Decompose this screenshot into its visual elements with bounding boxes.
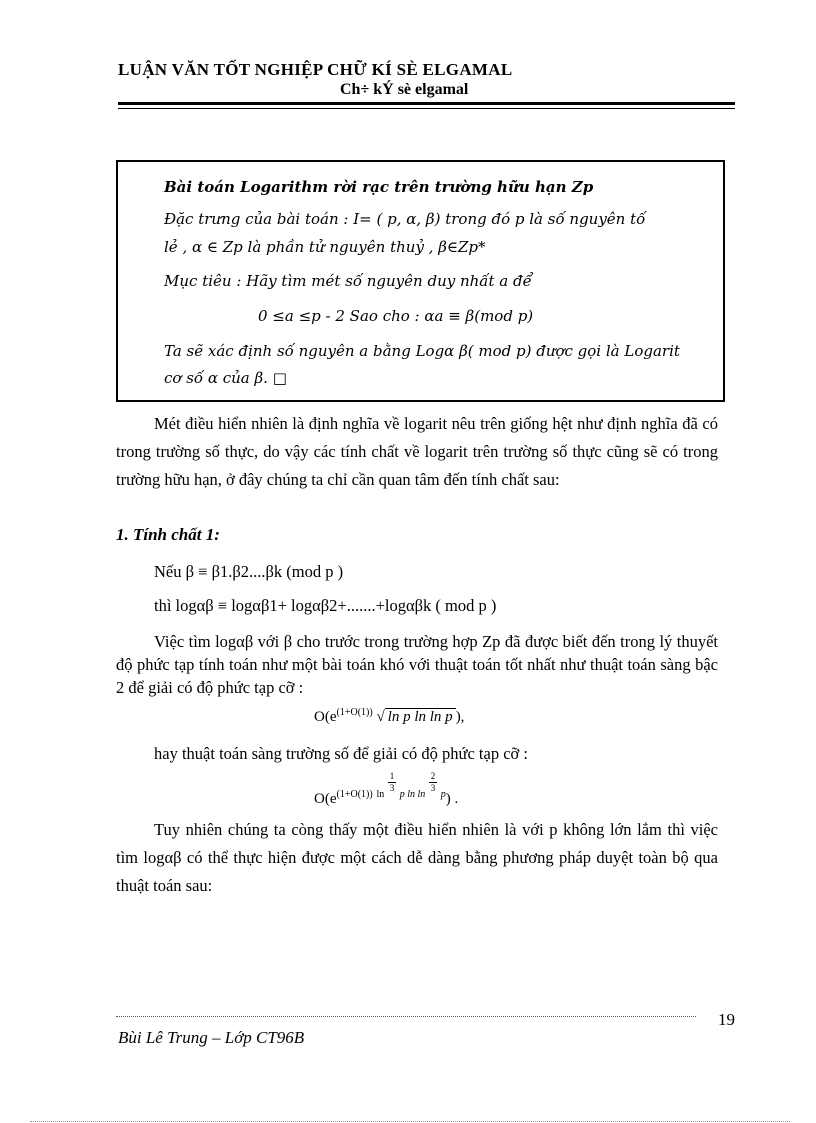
formula1-exponent: (1+O(1))	[336, 707, 373, 718]
property-line-1: Nếu β ≡ β1.β2....βk (mod p )	[154, 562, 344, 581]
sqrt-icon: √	[376, 709, 385, 725]
definition-line-6: cơ số α của β. □	[164, 369, 287, 387]
formula2-prefix: O(e	[314, 791, 337, 807]
formula1-root: ln p ln ln p	[385, 708, 456, 726]
formula2-end: p	[440, 789, 446, 800]
formula2-fraction-2: $\frac{2}{3}$	[430, 771, 436, 793]
definition-box	[116, 160, 725, 402]
formula2-fraction-1: $\frac{1}{3}$	[389, 771, 395, 793]
document-header-subtitle: Ch÷ kÝ sè elgamal	[340, 81, 469, 98]
sieve-sentence: hay thuật toán sàng trường số để giải có độ phức tạp cỡ :	[154, 744, 528, 763]
footer-author: Bùi Lê Trung – Lớp CT96B	[118, 1028, 305, 1047]
formula2-ln: ln	[376, 789, 385, 800]
formula2-suffix: ) .	[445, 791, 459, 807]
definition-line-3: Mục tiêu : Hãy tìm mét số nguyên duy nhất a để	[164, 272, 532, 290]
paragraph-1: Mét điều hiển nhiên là định nghĩa về logarit nêu trên giống hệt như định nghĩa đã có trong trường số thực, do vậy các tính chất về logarit trên trường số thực cũng sẽ có trong trường hữu hạn, ở đây chúng ta chỉ cần quan tâm đến tính chất sau:	[116, 414, 718, 489]
page-number: 19	[718, 1010, 735, 1029]
document-header-title: LUẬN VĂN TỐT NGHIỆP CHỮ KÍ SÈ ELGAMAL	[118, 60, 513, 79]
complexity-formula-2	[314, 771, 459, 808]
formula2-middle: p ln ln	[399, 789, 426, 800]
paragraph-2: Việc tìm logαβ với β cho trước trong trường hợp Zp đã được biết đến trong lý thuyết độ phức tạp tính toán như một bài toán khó với thuật toán tốt nhất như thuật toán sàng bậc 2 để giải có độ phức tạp cỡ :	[116, 632, 718, 697]
definition-title: Bài toán Logarithm rời rạc trên trường hữu hạn Zp	[164, 178, 594, 196]
formula1-suffix: ),	[455, 709, 465, 725]
section-heading: 1. Tính chất 1:	[116, 525, 220, 544]
complexity-formula-1	[314, 708, 464, 726]
definition-line-5: Ta sẽ xác định số nguyên a bằng Logα β( mod p) được gọi là Logarit	[164, 342, 680, 360]
definition-line-1: Đặc trưng của bài toán : I= ( p, α, β) trong đó p là số nguyên tố	[164, 210, 646, 228]
formula1-prefix: O(e	[314, 709, 337, 725]
paragraph-3: Tuy nhiên chúng ta còng thấy một điều hiển nhiên là với p không lớn lắm thì việc tìm logαβ có thể thực hiện được một cách dễ dàng bằng phương pháp duyệt toàn bộ qua thuật toán sau:	[116, 820, 718, 895]
page-bottom-rule	[30, 1121, 790, 1122]
header-rule-thin	[118, 108, 735, 109]
property-line-2: thì logαβ ≡ logαβ1+ logαβ2+.......+logαβk ( mod p )	[154, 596, 497, 615]
footer-rule	[116, 1016, 696, 1017]
definition-line-2: lẻ , α ∈ Zp là phần tử nguyên thuỷ , β∈Zp*	[164, 238, 486, 256]
formula2-exponent: (1+O(1))	[336, 789, 373, 800]
definition-line-4: 0 ≤a ≤p - 2 Sao cho : αa ≡ β(mod p)	[258, 307, 534, 325]
header-rule-thick	[118, 102, 735, 105]
